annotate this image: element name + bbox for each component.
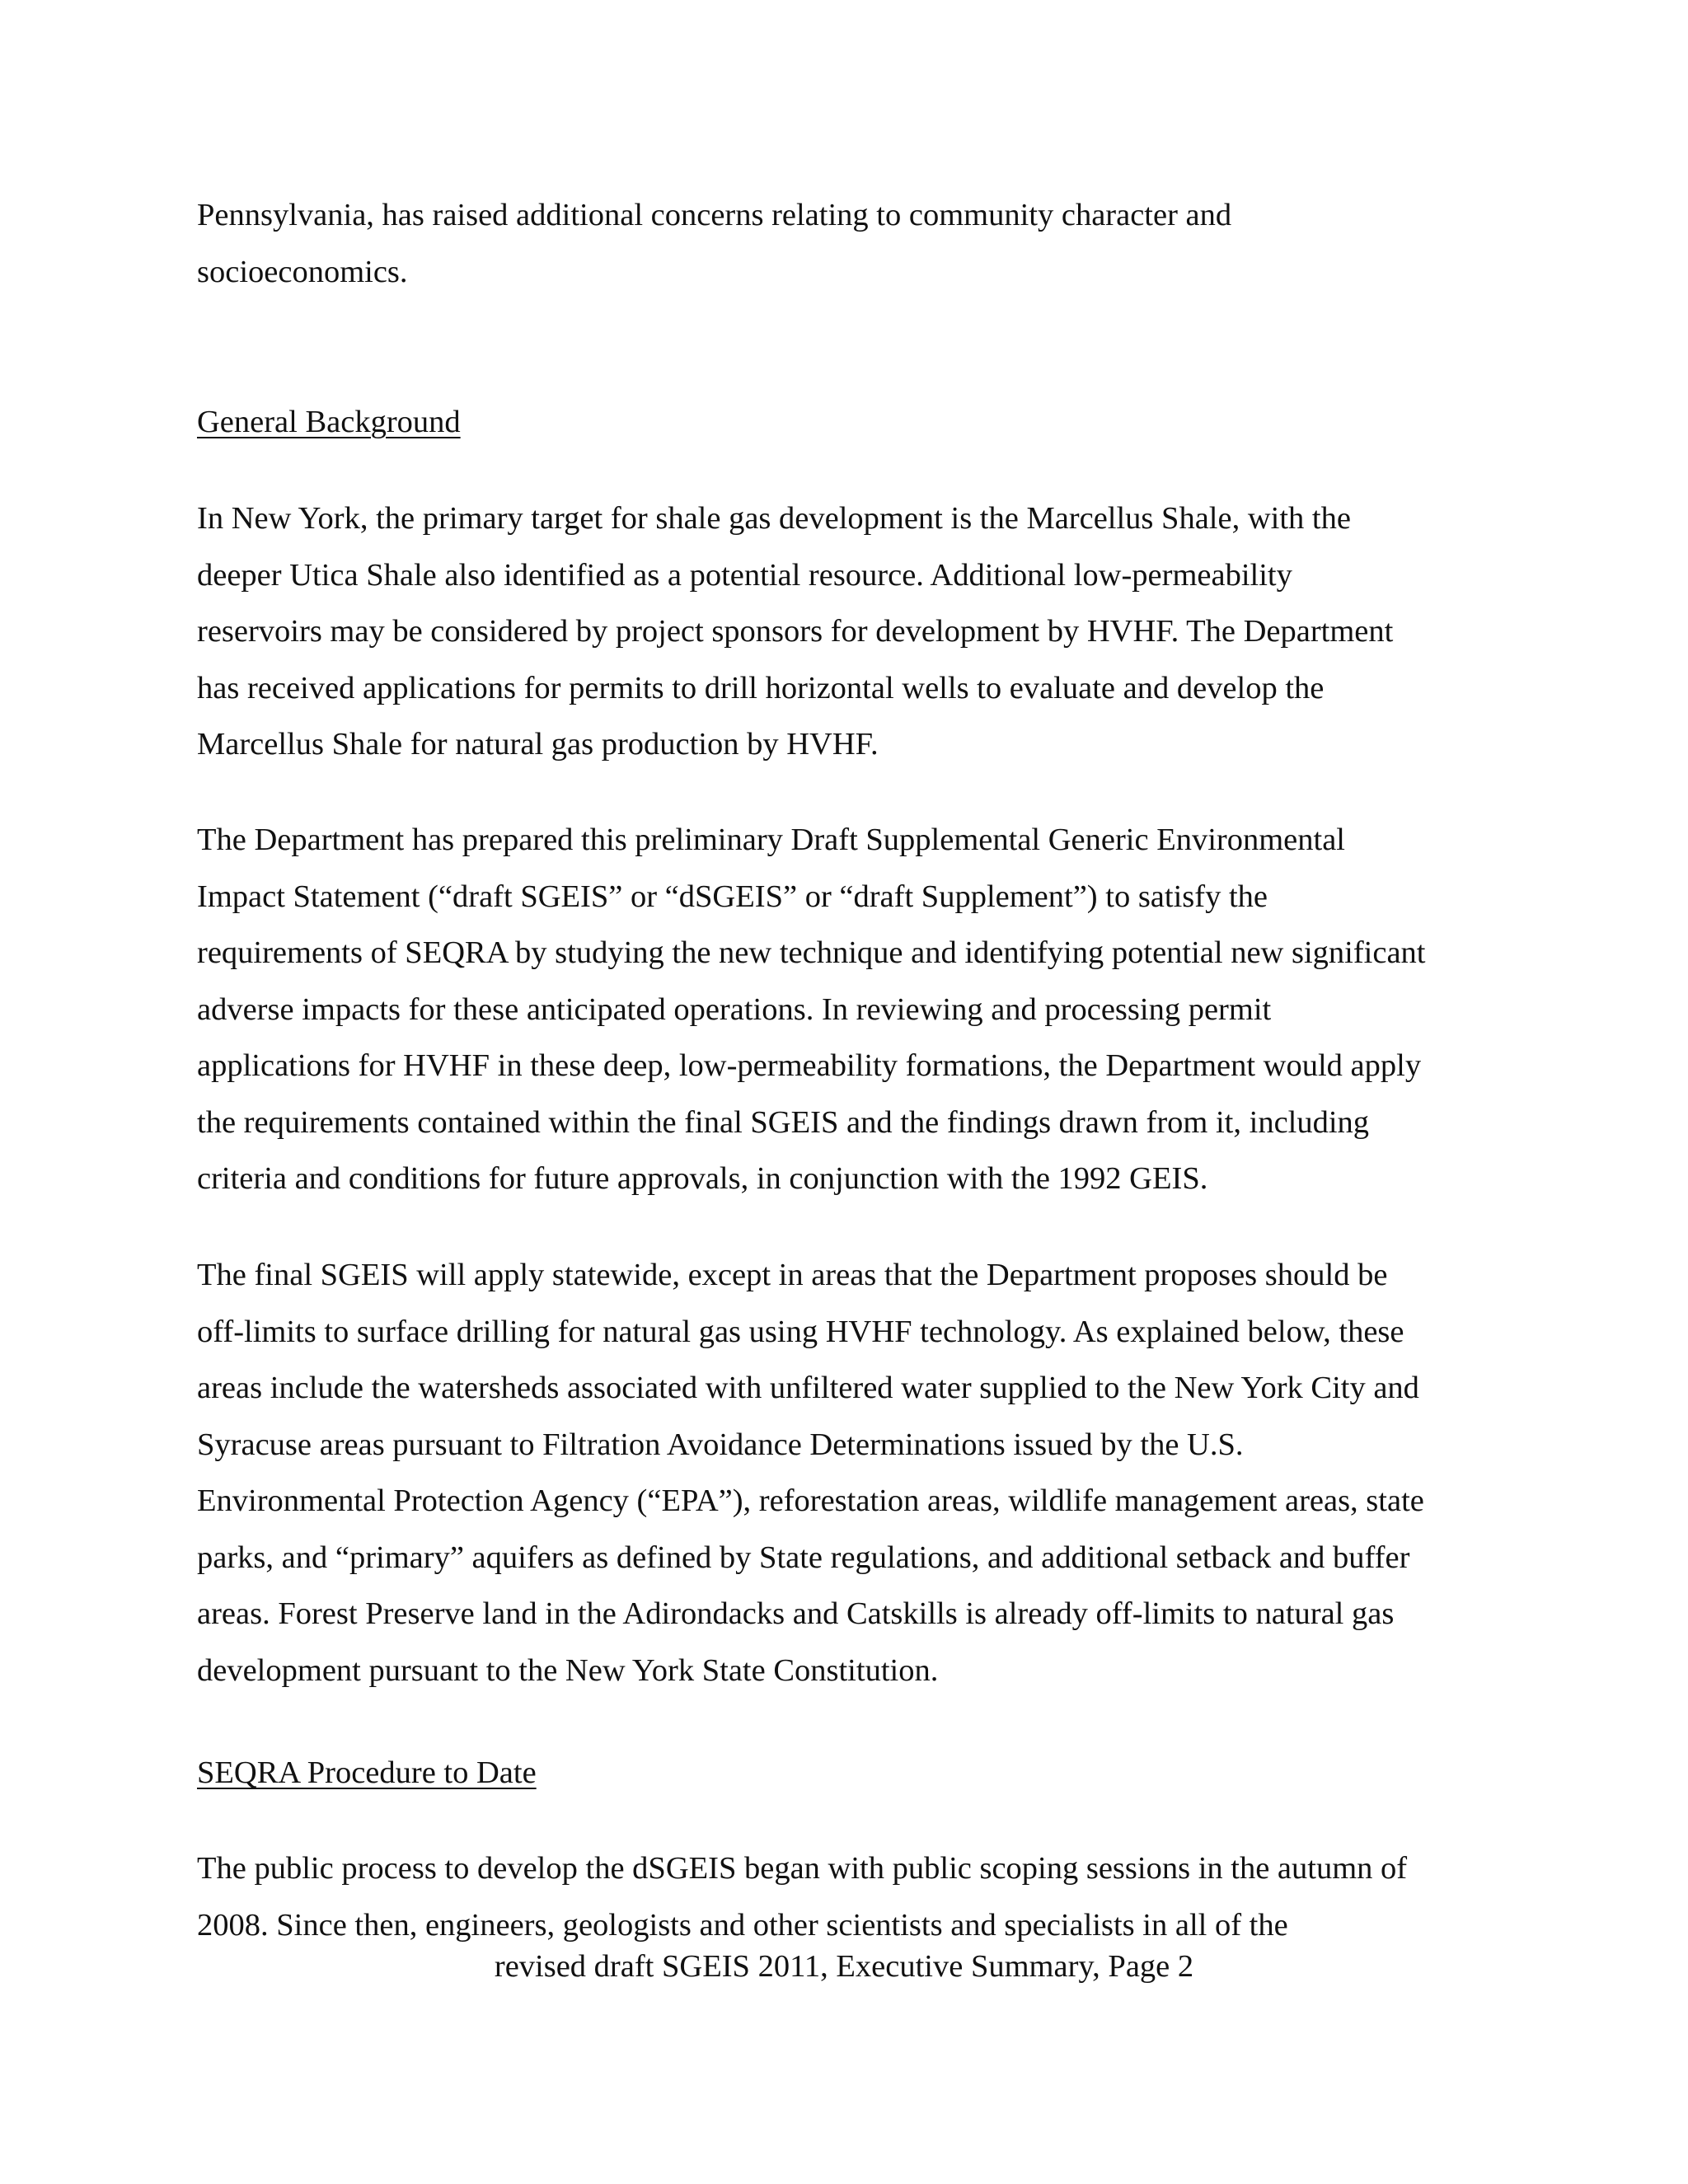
- text-line: applications for HVHF in these deep, low-permeability formations, the Department would apply: [197, 1048, 1422, 1083]
- text-line: In New York, the primary target for shale gas development is the Marcellus Shale, with the: [197, 501, 1351, 536]
- text-line: Syracuse areas pursuant to Filtration Avoidance Determinations issued by the U.S.: [197, 1427, 1244, 1462]
- text-line: The final SGEIS will apply statewide, except in areas that the Department proposes should be: [197, 1258, 1388, 1292]
- body-paragraph: [197, 1247, 1507, 1699]
- text-line: deeper Utica Shale also identified as a potential resource. Additional low-permeability: [197, 557, 1292, 593]
- text-line: has received applications for permits to drill horizontal wells to evaluate and develop the: [197, 670, 1325, 705]
- body-paragraph: [197, 490, 1507, 773]
- text-line: areas include the watersheds associated with unfiltered water supplied to the New York City and: [197, 1371, 1419, 1405]
- body-paragraph: [197, 1840, 1507, 1953]
- section-heading-seqra-procedure: SEQRA Procedure to Date: [197, 1755, 537, 1790]
- body-paragraph: [197, 812, 1507, 1207]
- text-line: adverse impacts for these anticipated operations. In reviewing and processing permit: [197, 991, 1272, 1027]
- text-line: The public process to develop the dSGEIS began with public scoping sessions in the autumn of: [197, 1851, 1408, 1886]
- text-line: Pennsylvania, has raised additional concerns relating to community character and: [197, 198, 1232, 232]
- text-line: criteria and conditions for future approvals, in conjunction with the 1992 GEIS.: [197, 1161, 1208, 1196]
- page-footer: revised draft SGEIS 2011, Executive Summary, Page 2: [494, 1949, 1194, 1984]
- text-line: reservoirs may be considered by project sponsors for development by HVHF. The Department: [197, 614, 1394, 649]
- text-line: Marcellus Shale for natural gas production by HVHF.: [197, 727, 879, 762]
- text-line: areas. Forest Preserve land in the Adirondacks and Catskills is already off-limits to natural gas: [197, 1596, 1395, 1631]
- text-line: socioeconomics.: [197, 254, 408, 289]
- section-heading-general-background: General Background: [197, 405, 461, 439]
- text-line: 2008. Since then, engineers, geologists and other scientists and specialists in all of the: [197, 1907, 1288, 1943]
- text-line: the requirements contained within the final SGEIS and the findings drawn from it, including: [197, 1104, 1370, 1140]
- text-line: Environmental Protection Agency (“EPA”), reforestation areas, wildlife management areas, state: [197, 1483, 1424, 1518]
- text-line: requirements of SEQRA by studying the new technique and identifying potential new significant: [197, 935, 1426, 970]
- text-line: Impact Statement (“draft SGEIS” or “dSGEIS” or “draft Supplement”) to satisfy the: [197, 879, 1268, 914]
- text-line: parks, and “primary” aquifers as defined by State regulations, and additional setback and buffer: [197, 1540, 1410, 1575]
- text-line: The Department has prepared this preliminary Draft Supplemental Generic Environmental: [197, 823, 1345, 857]
- intro-continuation-paragraph: [197, 187, 1507, 300]
- text-line: development pursuant to the New York State Constitution.: [197, 1652, 939, 1688]
- text-line: off-limits to surface drilling for natural gas using HVHF technology. As explained below, these: [197, 1314, 1404, 1349]
